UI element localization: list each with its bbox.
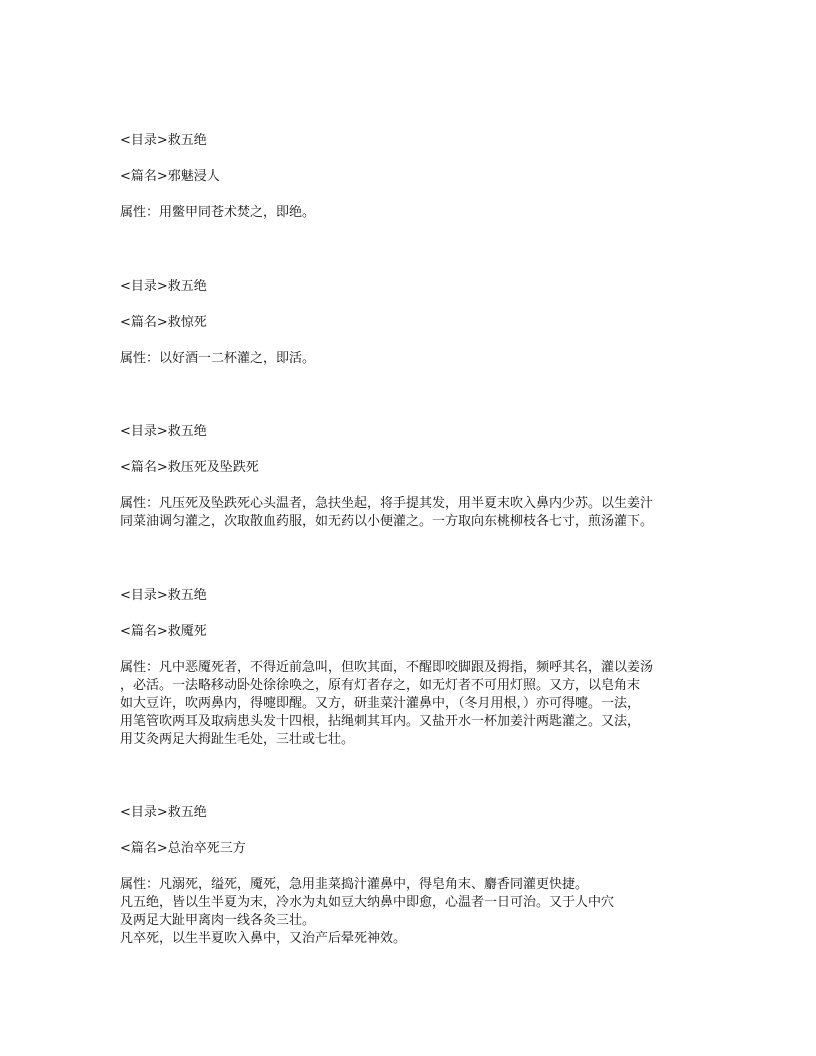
body-line: 凡卒死，以生半夏吹入鼻中，又治产后晕死神效。 [120, 931, 407, 946]
body-line: 及两足大趾甲离肉一线各灸三壮。 [120, 913, 316, 928]
entry [120, 423, 700, 531]
body-line: 如大豆许，吹两鼻内，得嚏即醒。又方，研韭菜汁灌鼻中，（冬月用根，）亦可得嚏。一法， [120, 696, 641, 711]
entry-body [120, 495, 700, 531]
body-line: 属性：凡中恶魇死者，不得近前急叫，但吹其面，不醒即咬脚跟及拇指，频呼其名，灌以姜汤 [120, 660, 654, 675]
body-line: 属性：以好酒一二杯灌之，即活。 [120, 351, 316, 366]
entry-body [120, 659, 700, 749]
entry [120, 804, 700, 948]
body-line: 同菜油调匀灌之，次取散血药服，如无药以小便灌之。一方取向东桃柳枝各七寸，煎汤灌下。 [120, 514, 654, 529]
body-line: 用笔管吹两耳及取病患头发十四根，拈绳刺其耳内。又盐开水一杯加姜汁两匙灌之。又法， [120, 714, 641, 729]
catalog-label: <目录>救五绝 [120, 588, 207, 603]
entry-body [120, 204, 700, 222]
body-line: ，必活。一法略移动卧处徐徐唤之，原有灯者存之，如无灯者不可用灯照。又方，以皂角末 [120, 678, 641, 693]
entry-title: <篇名>救压死及坠跌死 [120, 460, 259, 475]
entry-title: <篇名>总治卒死三方 [120, 841, 246, 856]
body-line: 属性：凡溺死，缢死，魇死，急用韭菜捣汁灌鼻中，得皂角末、麝香同灌更快捷。 [120, 877, 589, 892]
catalog-label: <目录>救五绝 [120, 279, 207, 294]
entry-body [120, 350, 700, 368]
body-line: 用艾灸两足大拇趾生毛处，三壮或七壮。 [120, 732, 355, 747]
body-line: 属性：用鳖甲同苍术焚之，即绝。 [120, 205, 316, 220]
catalog-label: <目录>救五绝 [120, 133, 207, 148]
entry [120, 587, 700, 749]
entry-body [120, 876, 700, 948]
entry-title: <篇名>救魇死 [120, 624, 207, 639]
entry-title: <篇名>邪魅浸人 [120, 169, 220, 184]
entry [120, 278, 700, 368]
entry [120, 132, 700, 222]
catalog-label: <目录>救五绝 [120, 424, 207, 439]
entry-title: <篇名>救惊死 [120, 315, 207, 330]
body-line: 凡五绝，皆以生半夏为末，冷水为丸如豆大纳鼻中即愈，心温者一日可治。又于人中穴 [120, 895, 615, 910]
catalog-label: <目录>救五绝 [120, 805, 207, 820]
body-line: 属性：凡压死及坠跌死心头温者，急扶坐起，将手提其发，用半夏末吹入鼻内少苏。以生姜汁 [120, 496, 654, 511]
